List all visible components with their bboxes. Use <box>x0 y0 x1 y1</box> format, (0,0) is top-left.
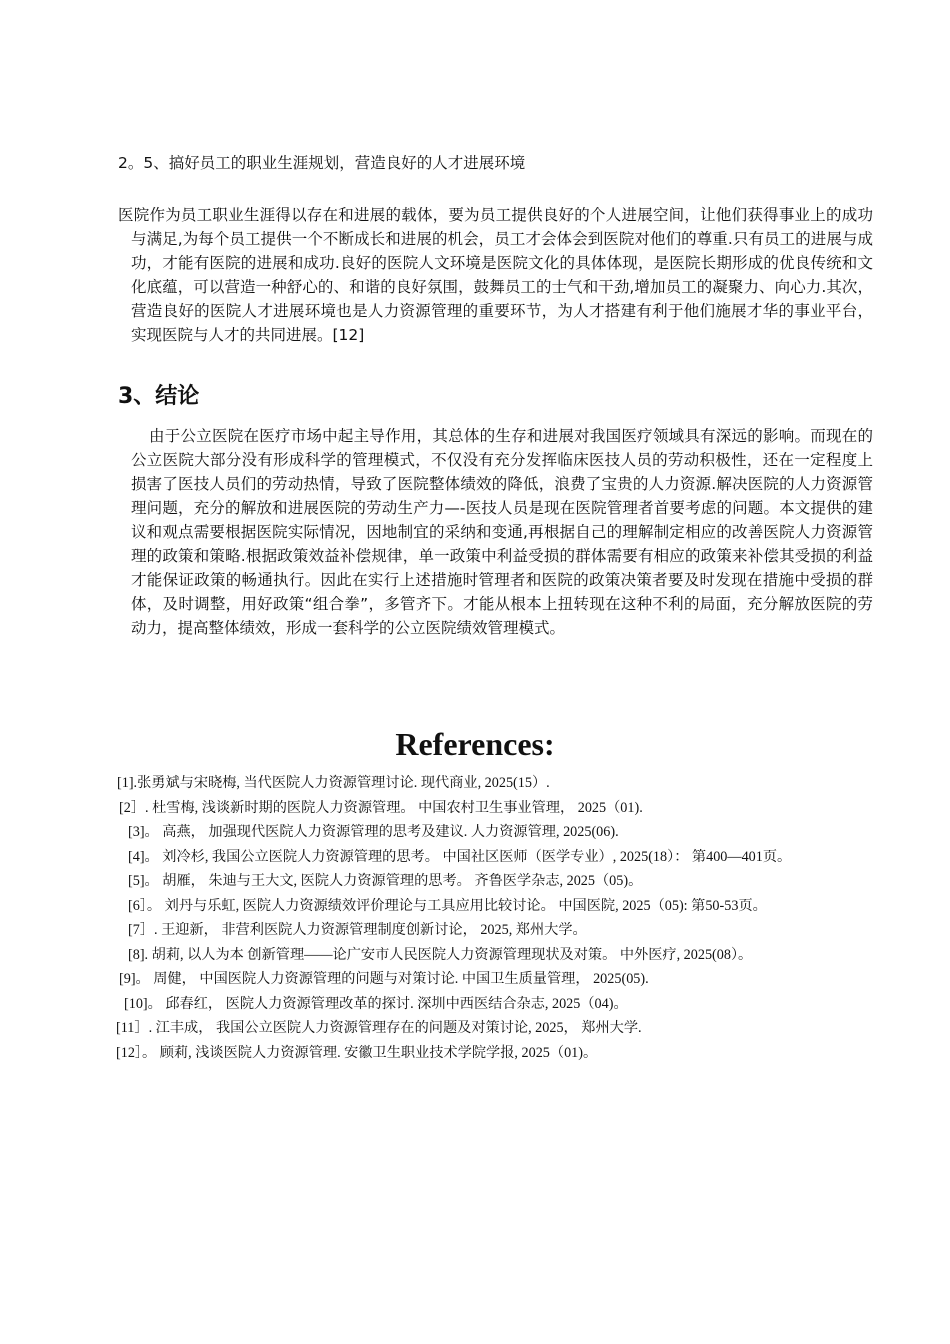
reference-item: [8]. 胡莉, 以人为本 创新管理——论广安市人民医院人力资源管理现状及对策。 中外医疗, 2025(08）。 <box>128 946 753 963</box>
section-3-heading: 3、结论 <box>118 384 200 409</box>
reference-item: [10]。 邱春红， 医院人力资源管理改革的探讨. 深圳中西医结合杂志, 2025（04)。 <box>124 995 628 1012</box>
reference-item: [9]。 周健， 中国医院人力资源管理的问题与对策讨论. 中国卫生质量管理， 2025(05). <box>119 971 649 987</box>
section-2-5-paragraph: 医院作为员工职业生涯得以存在和进展的载体，要为员工提供良好的个人进展空间，让他们获得事业上的成功与满足,为每个员工提供一个不断成长和进展的机会，员工才会体会到医院对他们的尊重.只有员工的进展与成功，才能有医院的进展和成功.良好的医院人文环境是医院文化的具体体现，是医院长期形成的优良传统和文化底蕴，可以营造一种舒心的、和谐的良好氛围，鼓舞员工的士气和干劲,增加员工的凝聚力、向心力.其次，营造良好的医院人才进展环境也是人力资源管理的重要环节，为人才搭建有利于他们施展才华的事业平台，实现医院与人才的共同进展。[12] <box>118 206 873 344</box>
reference-item: [7］. 王迎新， 非营利医院人力资源管理制度创新讨论， 2025, 郑州大学。 <box>128 922 587 938</box>
reference-item: [1].张勇斌与宋晓梅, 当代医院人力资源管理讨论. 现代商业, 2025(15）. <box>117 775 550 791</box>
references-title: References: <box>395 726 555 762</box>
reference-item: [12］。 顾莉, 浅谈医院人力资源管理. 安徽卫生职业技术学院学报, 2025（01)。 <box>116 1044 598 1061</box>
reference-item: [5]。 胡雁， 朱迪与王大文, 医院人力资源管理的思考。 齐鲁医学杂志, 2025（05)。 <box>128 873 643 889</box>
section-3-paragraph: 由于公立医院在医疗市场中起主导作用，其总体的生存和进展对我国医疗领域具有深远的影响。而现在的公立医院大部分没有形成科学的管理模式，不仅没有充分发挥临床医技人员的劳动积极性，还在一定程度上损害了医技人员们的劳动热情，导致了医院整体绩效的降低，浪费了宝贵的人力资源.解决医院的人力资源管理问题，充分的解放和进展医院的劳动生产力—-医技人员是现在医院管理者首要考虑的问题。本文提供的建议和观点需要根据医院实际情况，因地制宜的采纳和变通,再根据自己的理解制定相应的改善医院人力资源管理的政策和策略.根据政策效益补偿规律，单一政策中利益受损的群体需要有相应的政策来补偿其受损的利益才能保证政策的畅通执行。因此在实行上述措施时管理者和医院的政策决策者要及时发现在措施中受损的群体，及时调整，用好政策“组合拳”，多管齐下。才能从根本上扭转现在这种不利的局面，充分解放医院的劳动力，提高整体绩效，形成一套科学的公立医院绩效管理模式。 <box>131 427 873 637</box>
references-list <box>114 771 864 1065</box>
section-2-5-heading: 2。5、搞好员工的职业生涯规划，营造良好的人才进展环境 <box>118 154 526 172</box>
reference-item: [4]。 刘冷杉, 我国公立医院人力资源管理的思考。 中国社区医师（医学专业）, 2025(18）： 第400—401页。 <box>128 848 792 865</box>
reference-item: [6］。 刘丹与乐虹, 医院人力资源绩效评价理论与工具应用比较讨论。 中国医院, 2025（05): 第50-53页。 <box>128 897 767 914</box>
reference-item: [3]。 高燕， 加强现代医院人力资源管理的思考及建议. 人力资源管理, 2025(06). <box>128 824 619 840</box>
reference-item: [2］. 杜雪梅, 浅谈新时期的医院人力资源管理。 中国农村卫生事业管理， 2025（01). <box>119 799 643 816</box>
reference-item: [11］. 江丰成， 我国公立医院人力资源管理存在的问题及对策讨论, 2025， 郑州大学. <box>116 1020 642 1036</box>
